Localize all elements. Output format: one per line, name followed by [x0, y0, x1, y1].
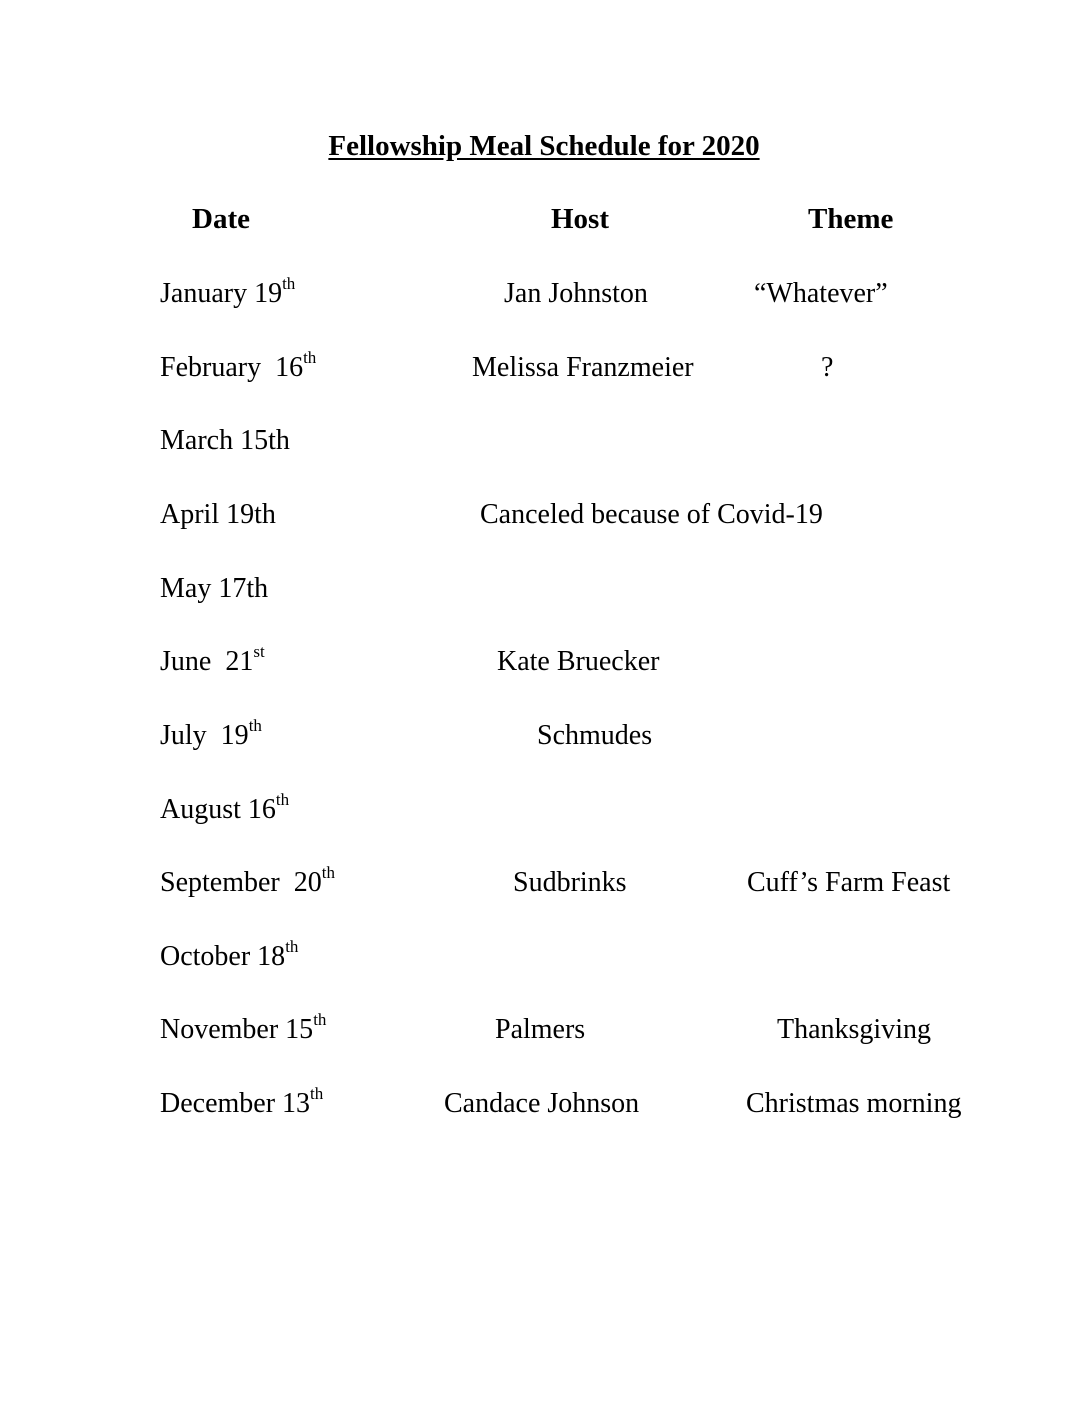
date-cell: July 19th	[160, 716, 262, 751]
schedule-row-august	[0, 790, 1088, 830]
schedule-row-july	[0, 716, 1088, 756]
date-cell: August 16th	[160, 790, 290, 825]
date-cell: February 16th	[160, 348, 317, 383]
schedule-row-october	[0, 937, 1088, 977]
date-cell: January 19th	[160, 274, 296, 309]
date-cell: December 13th	[160, 1084, 324, 1119]
schedule-row-march	[0, 421, 1088, 461]
host-cell: Canceled because of Covid-19	[480, 499, 823, 530]
schedule-row-february	[0, 348, 1088, 388]
header-date: Date	[192, 203, 250, 235]
page-title: Fellowship Meal Schedule for 2020	[328, 130, 760, 162]
schedule-row-november	[0, 1010, 1088, 1050]
theme-cell: Cuff’s Farm Feast	[747, 867, 951, 898]
date-cell: October 18th	[160, 937, 299, 972]
date-cell: November 15th	[160, 1010, 327, 1045]
date-cell: May 17th	[160, 573, 269, 604]
host-cell: Melissa Franzmeier	[472, 352, 694, 383]
theme-cell: ?	[821, 352, 834, 383]
host-cell: Kate Bruecker	[497, 646, 660, 677]
date-cell: March 15th	[160, 425, 290, 456]
date-cell: April 19th	[160, 499, 276, 530]
host-cell: Jan Johnston	[504, 278, 648, 309]
host-cell: Schmudes	[537, 720, 653, 751]
host-cell: Palmers	[495, 1014, 586, 1045]
schedule-row-december	[0, 1084, 1088, 1124]
schedule-row-january	[0, 274, 1088, 314]
theme-cell: “Whatever”	[754, 278, 888, 309]
host-cell: Sudbrinks	[513, 867, 627, 898]
schedule-row-june	[0, 642, 1088, 682]
schedule-row-may	[0, 569, 1088, 609]
date-cell: September 20th	[160, 863, 335, 898]
date-cell: June 21st	[160, 642, 265, 677]
schedule-row-september	[0, 863, 1088, 903]
host-cell: Candace Johnson	[444, 1088, 640, 1119]
header-theme: Theme	[808, 203, 894, 235]
header-host: Host	[551, 203, 609, 235]
schedule-row-april	[0, 495, 1088, 535]
theme-cell: Thanksgiving	[777, 1014, 931, 1045]
theme-cell: Christmas morning	[746, 1088, 962, 1119]
